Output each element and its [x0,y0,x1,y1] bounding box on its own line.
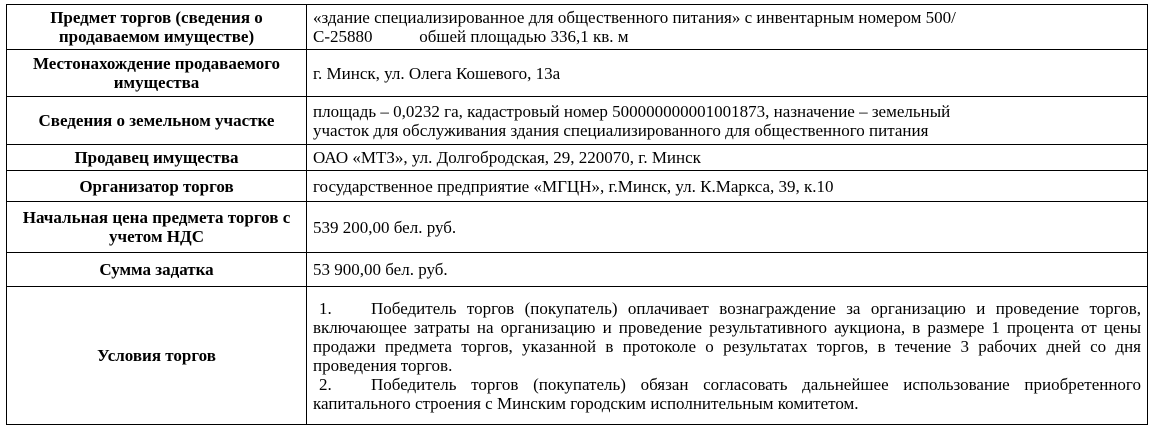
table-row [7,202,1148,253]
row-label-start-price: Начальная цена предмета торгов с учетом НДС [7,202,307,253]
condition-item-1: 1. Победитель торгов (покупатель) оплачивает вознаграждение за организацию и проведение торгов, включающее затраты на организацию и проведение результативного аукциона, в размере 1 процента от цены продажи предмета торгов, указанной в протоколе о результатах торгов, в течение 3 рабочих дней со дня проведения торгов. [313,298,1141,375]
table-row [7,5,1148,50]
row-value-deposit: 53 900,00 бел. руб. [307,253,1148,287]
row-value-seller: ОАО «МТЗ», ул. Долгобродская, 29, 220070, г. Минск [307,145,1148,171]
table-row [7,287,1148,425]
table-row [7,50,1148,97]
row-label-land-plot: Сведения о земельном участке [7,97,307,145]
row-label-organizer: Организатор торгов [7,171,307,202]
auction-info-table [6,4,1148,425]
table-row [7,97,1148,145]
row-value-subject: «здание специализированное для общественного питания» с инвентарным номером 500/ С-25880 обшей площадью 336,1 кв. м [307,5,1148,50]
table-row [7,253,1148,287]
row-value-conditions [307,287,1148,425]
table-row [7,145,1148,171]
table-row [7,171,1148,202]
row-label-conditions: Условия торгов [7,287,307,425]
row-value-land-plot: площадь – 0,0232 га, кадастровый номер 500000000001001873, назначение – земельный участок для обслуживания здания специализированного для общественного питания [307,97,1148,145]
row-value-start-price: 539 200,00 бел. руб. [307,202,1148,253]
row-value-organizer: государственное предприятие «МГЦН», г.Минск, ул. К.Маркса, 39, к.10 [307,171,1148,202]
row-label-deposit: Сумма задатка [7,253,307,287]
row-label-seller: Продавец имущества [7,145,307,171]
row-label-subject: Предмет торгов (сведения о продаваемом имуществе) [7,5,307,50]
row-label-location: Местонахождение продаваемого имущества [7,50,307,97]
condition-item-2: 2. Победитель торгов (покупатель) обязан согласовать дальнейшее использование приобретенного капитального строения с Минским городским исполнительным комитетом. [313,374,1141,413]
row-value-location: г. Минск, ул. Олега Кошевого, 13а [307,50,1148,97]
